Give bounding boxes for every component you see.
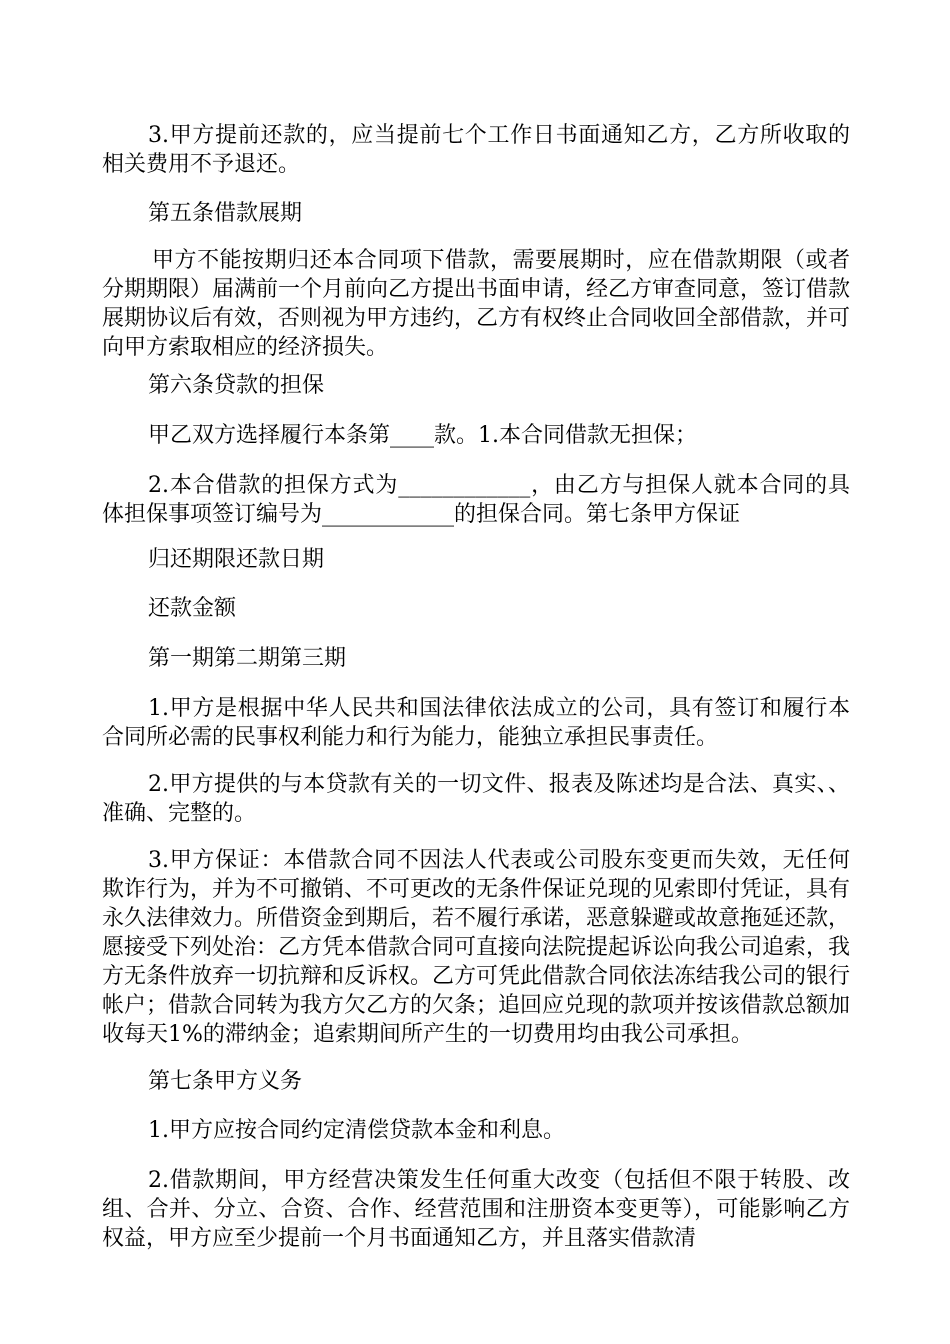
heading-article-7: 第七条甲方义务 xyxy=(148,1069,303,1094)
paragraph-obligation-1: 1.甲方应按合同约定清偿贷款本金和利息。 xyxy=(148,1118,565,1143)
paragraph-warranty-2: 2.甲方提供的与本贷款有关的一切文件、报表及陈述均是合法、真实、、准确、完整的。 xyxy=(102,772,850,826)
line-repayment-amount: 还款金额 xyxy=(148,596,237,621)
paragraph-warranty-3: 3.甲方保证：本借款合同不因法人代表或公司股东变更而失效，无任何欺诈行为，并为不可撤销、不可更改的无条件保证兑现的见索即付凭证，具有永久法律效力。所借资金到期后，若不履行承诺，恶意躲避或故意拖延还款，愿接受下列处治：乙方凭本借款合同可直接向法院提起诉讼向我公司追索，我方无条件放弃一切抗辩和反诉权。乙方可凭此借款合同依法冻结我公司的银行帐户；借款合同转为我方欠乙方的欠条；追回应兑现的款项并按该借款总额加收每天1%的滞纳金；追索期间所产生的一切费用均由我公司承担。 xyxy=(102,848,851,1047)
paragraph-loan-extension: 甲方不能按期归还本合同项下借款，需要展期时，应在借款期限（或者分期期限）届满前一个月前向乙方提出书面申请，经乙方审查同意，签订借款展期协议后有效，否则视为甲方违约，乙方有权终止合同收回全部借款，并可向甲方索取相应的经济损失。 xyxy=(102,248,851,360)
paragraph-prepayment-clause: 3.甲方提前还款的，应当提前七个工作日书面通知乙方，乙方所收取的相关费用不予退还。 xyxy=(102,123,850,177)
paragraph-guarantee-method: 2.本合借款的担保方式为____________，由乙方与担保人就本合同的具体担保事项签订编号为____________的担保合同。第七条甲方保证 xyxy=(102,473,850,527)
heading-article-6: 第六条贷款的担保 xyxy=(148,373,325,398)
line-installments: 第一期第二期第三期 xyxy=(148,646,347,671)
paragraph-warranty-1: 1.甲方是根据中华人民共和国法律依法成立的公司，具有签订和履行本合同所必需的民事权利能力和行为能力，能独立承担民事责任。 xyxy=(102,696,850,750)
heading-article-5: 第五条借款展期 xyxy=(148,201,303,226)
line-repayment-period: 归还期限还款日期 xyxy=(148,547,325,572)
paragraph-obligation-2: 2.借款期间，甲方经营决策发生任何重大改变（包括但不限于转股、改组、合并、分立、合资、合作、经营范围和注册资本变更等），可能影响乙方权益，甲方应至少提前一个月书面通知乙方，并且落实借款清 xyxy=(102,1168,850,1251)
paragraph-guarantee-choice: 甲乙双方选择履行本条第____款。1.本合同借款无担保； xyxy=(148,423,697,448)
